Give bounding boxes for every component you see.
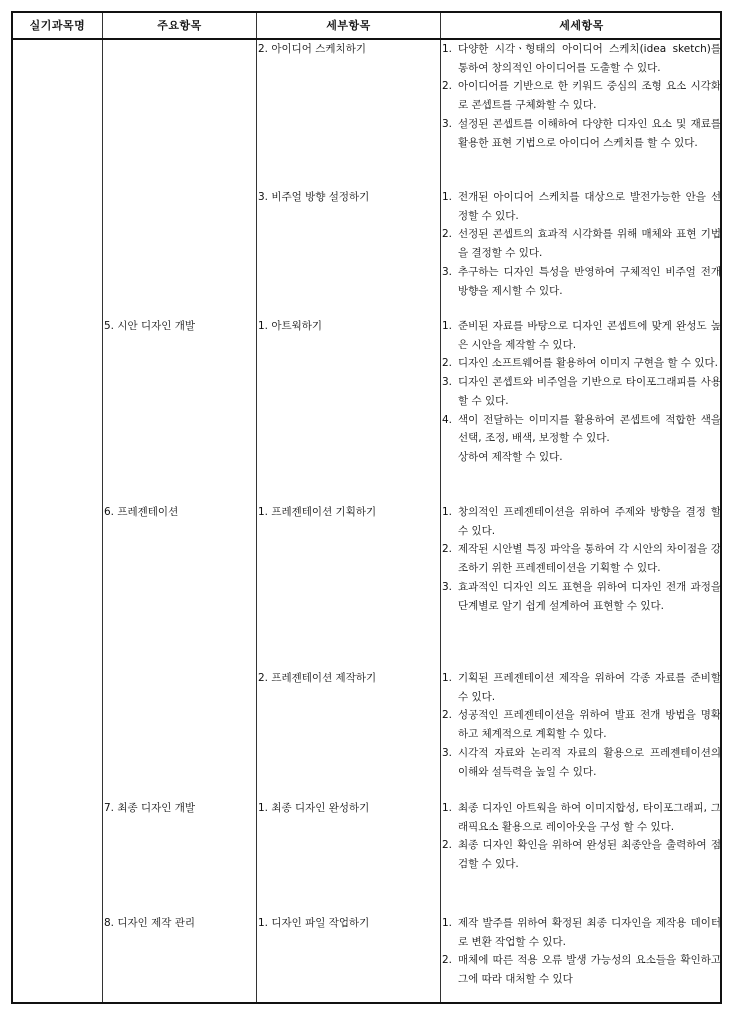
main-item-label: 5. 시안 디자인 개발	[104, 320, 196, 332]
item-text: 색이 전달하는 이미지를 활용하여 콘셉트에 적합한 색을 선택, 조정, 배색, 보정할 수 있다.	[458, 413, 721, 445]
detail-list	[442, 669, 721, 781]
sub-item-label: 2. 프레젠테이션 제작하기	[258, 672, 377, 684]
detail-item	[442, 503, 721, 540]
detail-item	[442, 836, 721, 873]
detail-item	[442, 317, 721, 354]
item-number: 2.	[442, 839, 453, 852]
item-number: 3.	[442, 117, 453, 130]
item-text: 매체에 따른 적용 오류 발생 가능성의 요소들을 확인하고 그에 따라 대처할 수 있다	[458, 954, 721, 986]
item-number: 2.	[442, 80, 453, 93]
item-text: 최종 디자인 확인을 위하여 완성된 최종안을 출력하여 점검할 수 있다.	[458, 839, 721, 871]
sub-item-label: 1. 프레젠테이션 기획하기	[258, 506, 377, 518]
header-detail-item: 세세항목	[559, 19, 604, 32]
item-number: 2.	[442, 357, 453, 370]
item-number: 4.	[442, 413, 453, 426]
item-text: 제작 발주를 위하여 확정된 최종 디자인을 제작용 데이터로 변환 작업할 수 있다.	[458, 917, 721, 948]
item-text: 전개된 아이디어 스케치를 대상으로 발전가능한 안을 선정할 수 있다.	[458, 191, 721, 222]
main-item-label: 8. 디자인 제작 관리	[104, 917, 196, 929]
detail-item	[442, 540, 721, 577]
item-number: 3.	[442, 265, 453, 278]
item-number: 3.	[442, 580, 453, 593]
sub-item-label: 2. 아이디어 스케치하기	[258, 43, 366, 55]
item-text: 성공적인 프레젠테이션을 위하여 발표 전개 방법을 명확하고 체계적으로 계획할 수 있다.	[458, 709, 721, 741]
main-item-label: 6. 프레젠테이션	[104, 506, 179, 518]
column-divider	[102, 13, 103, 1002]
item-text: 디자인 소프트웨어를 활용하여 이미지 구현을 할 수 있다.	[458, 357, 718, 370]
item-number: 1.	[442, 802, 453, 814]
detail-item	[442, 799, 721, 836]
detail-continuation: 상하여 제작할 수 있다.	[458, 450, 563, 463]
item-text: 선정된 콘셉트의 효과적 시각화를 위해 매체와 표현 기법을 결정할 수 있다.	[458, 228, 721, 260]
detail-item	[442, 40, 721, 77]
detail-item	[442, 411, 721, 448]
header-sub-item: 세부항목	[326, 19, 371, 32]
item-text: 제작된 시안별 특징 파악을 통하여 각 시안의 차이점을 강조하기 위한 프레젠테이션을 기획할 수 있다.	[458, 543, 721, 575]
syllabus-table	[11, 11, 722, 1004]
detail-item	[442, 373, 721, 410]
detail-item	[442, 263, 721, 300]
item-number: 1.	[442, 320, 453, 332]
sub-item-label: 1. 아트웍하기	[258, 320, 323, 332]
item-number: 1.	[442, 506, 453, 518]
sub-item-label: 1. 최종 디자인 완성하기	[258, 802, 370, 814]
header-subject: 실기과목명	[29, 19, 86, 32]
item-text: 준비된 자료를 바탕으로 디자인 콘셉트에 맞게 완성도 높은 시안을 제작할 수 있다.	[458, 320, 721, 351]
item-text: 최종 디자인 아트웍을 하여 이미지합성, 타이포그래피, 그래픽요소 활용으로 레이아웃을 구성 할 수 있다.	[458, 802, 721, 833]
detail-item	[442, 744, 721, 781]
item-number: 2.	[442, 543, 453, 556]
item-number: 2.	[442, 228, 453, 241]
item-number: 1.	[442, 191, 453, 203]
item-number: 2.	[442, 709, 453, 722]
detail-list	[442, 188, 721, 300]
column-divider	[256, 13, 257, 1002]
item-text: 디자인 콘셉트와 비주얼을 기반으로 타이포그래피를 사용할 수 있다.	[458, 376, 721, 407]
detail-item	[442, 578, 721, 615]
item-text: 효과적인 디자인 의도 표현을 위하여 디자인 전개 과정을 단계별로 알기 쉽게 설계하여 표현할 수 있다.	[458, 580, 721, 612]
item-text: 기획된 프레젠테이션 제작을 위하여 각종 자료를 준비할 수 있다.	[458, 672, 721, 703]
detail-item	[442, 115, 721, 152]
header-main-item: 주요항목	[157, 19, 202, 32]
item-number: 1.	[442, 672, 453, 684]
item-text: 설정된 콘셉트를 이해하여 다양한 디자인 요소 및 재료를 활용한 표현 기법으로 아이디어 스케치를 할 수 있다.	[458, 117, 721, 149]
detail-item	[442, 354, 721, 373]
item-number: 3.	[442, 746, 453, 759]
detail-list	[442, 799, 721, 874]
detail-item	[442, 669, 721, 706]
detail-list	[442, 317, 721, 467]
detail-item	[442, 225, 721, 262]
item-text: 시각적 자료와 논리적 자료의 활용으로 프레젠테이션의 이해와 설득력을 높일 수 있다.	[458, 746, 721, 778]
detail-item	[442, 914, 721, 951]
detail-list	[442, 914, 721, 989]
sub-item-label: 3. 비주얼 방향 설정하기	[258, 191, 370, 203]
column-divider	[440, 13, 441, 1002]
item-number: 1.	[442, 43, 453, 55]
detail-item	[442, 77, 721, 114]
detail-list	[442, 503, 721, 615]
item-number: 2.	[442, 954, 453, 967]
detail-list	[442, 40, 721, 152]
detail-item	[442, 188, 721, 225]
detail-item	[442, 951, 721, 988]
table-header	[13, 13, 720, 40]
item-text: 추구하는 디자인 특성을 반영하여 구체적인 비주얼 전개 방향을 제시할 수 있다.	[458, 265, 721, 297]
detail-item	[442, 706, 721, 743]
main-item-label: 7. 최종 디자인 개발	[104, 802, 196, 814]
sub-item-label: 1. 디자인 파일 작업하기	[258, 917, 370, 929]
item-text: 창의적인 프레젠테이션을 위하여 주제와 방향을 결정 할 수 있다.	[458, 506, 721, 537]
item-number: 3.	[442, 376, 453, 389]
item-number: 1.	[442, 917, 453, 929]
item-text: 아이디어를 기반으로 한 키워드 중심의 조형 요소 시각화로 콘셉트를 구체화할 수 있다.	[458, 80, 721, 112]
item-text: 다양한 시각ㆍ형태의 아이디어 스케치(idea sketch)를 통하여 창의적인 아이디어를 도출할 수 있다.	[458, 43, 721, 74]
